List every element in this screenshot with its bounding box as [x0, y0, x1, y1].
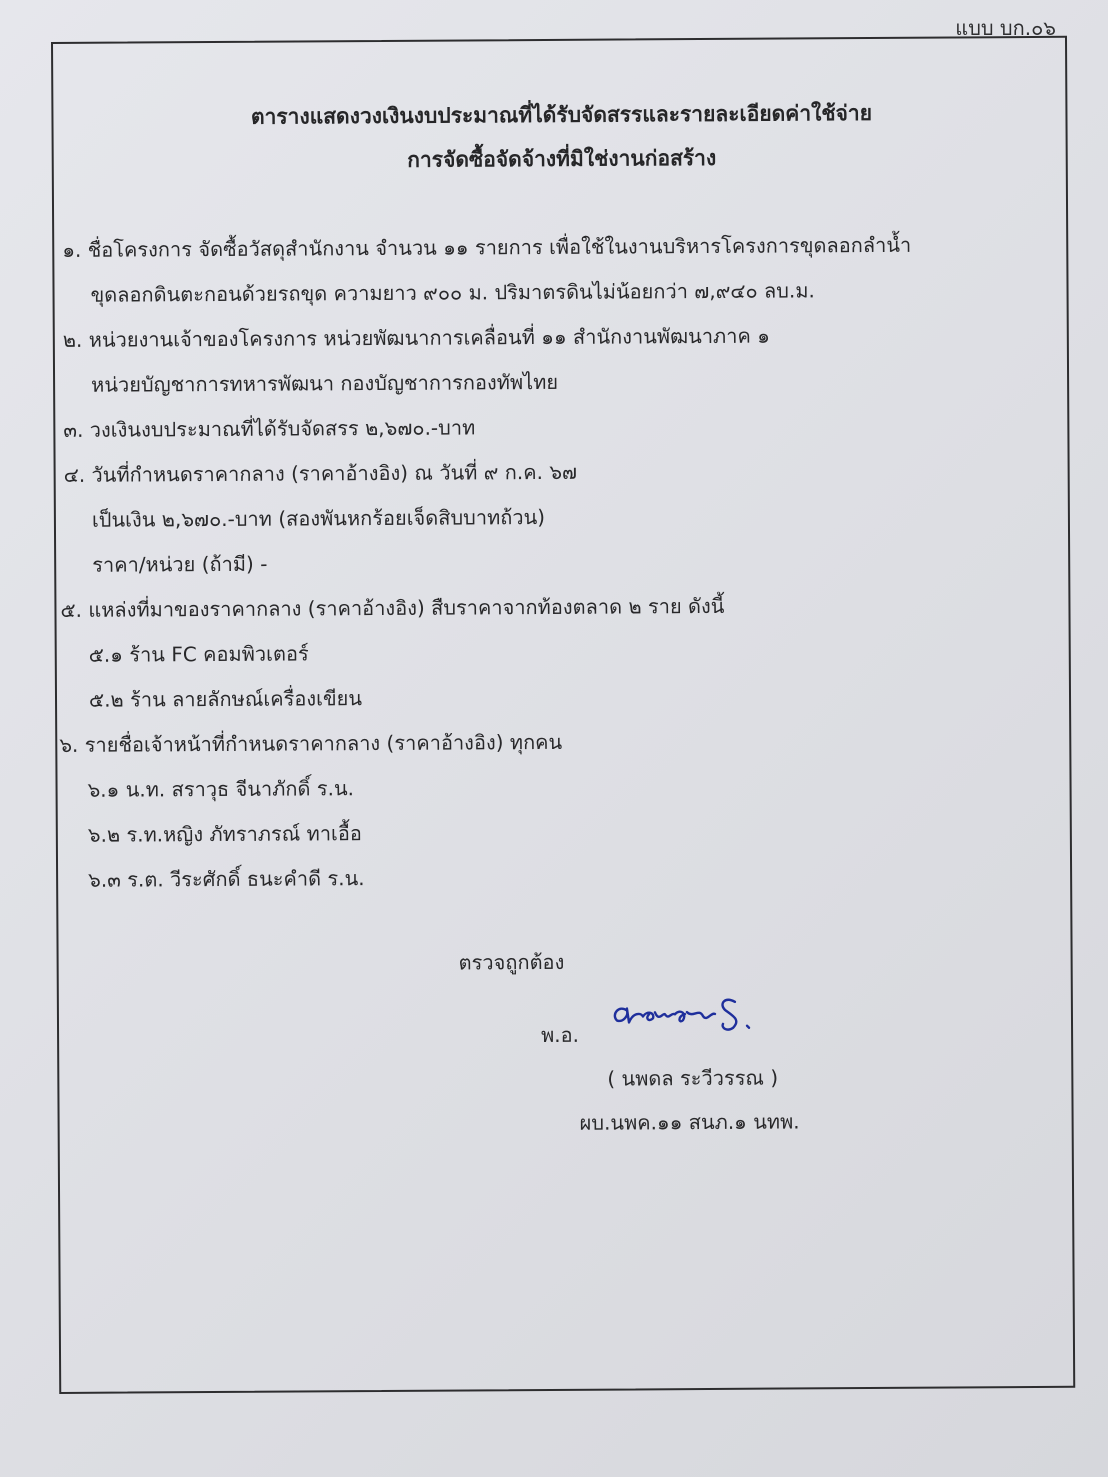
verify-label: ตรวจถูกต้อง	[458, 949, 565, 975]
document-title-line-2: การจัดซื้อจัดจ้างที่มิใช่งานก่อสร้าง	[407, 145, 717, 172]
form-code: แบบ บก.๐๖	[955, 16, 1056, 40]
item-1-project-detail: ขุดลอกดินตะกอนด้วยรถขุด ความยาว ๙๐๐ ม. ปริมาตรดินไม่น้อยกว่า ๗,๙๔๐ ลบ.ม.	[90, 278, 815, 307]
item-3-budget: ๓. วงเงินงบประมาณที่ได้รับจัดสรร ๒,๖๗๐.-บาท	[63, 415, 476, 442]
signer-name: ( นพดล ระวีวรรณ )	[607, 1065, 779, 1091]
signer-rank: พ.อ.	[541, 1022, 580, 1048]
item-4-amount: เป็นเงิน ๒,๖๗๐.-บาท (สองพันหกร้อยเจ็ดสิบบาทถ้วน)	[91, 504, 546, 532]
handwritten-signature	[607, 990, 787, 1041]
item-4-reference-date: ๔. วันที่กำหนดราคากลาง (ราคาอ้างอิง) ณ วันที่ ๙ ก.ค. ๖๗	[63, 459, 578, 487]
item-6-officers: ๖. รายชื่อเจ้าหน้าที่กำหนดราคากลาง (ราคาอ้างอิง) ทุกคน	[59, 729, 563, 757]
document-title-line-1: ตารางแสดงวงเงินงบประมาณที่ได้รับจัดสรรและรายละเอียดค่าใช้จ่าย	[250, 100, 873, 129]
signer-position: ผบ.นพค.๑๑ สนภ.๑ นทพ.	[579, 1109, 800, 1135]
document-frame	[51, 36, 1075, 1394]
item-5-1-shop: ๕.๑ ร้าน FC คอมพิวเตอร์	[88, 641, 309, 667]
item-2-owner-unit: ๒. หน่วยงานเจ้าของโครงการ หน่วยพัฒนาการเคลื่อนที่ ๑๑ สำนักงานพัฒนาภาค ๑	[62, 323, 770, 352]
item-6-1-officer: ๖.๑ น.ท. สราวุธ จีนาภักดิ์ ร.น.	[87, 776, 355, 802]
item-4-unit-price: ราคา/หน่วย (ถ้ามี) -	[92, 551, 268, 577]
item-6-3-officer: ๖.๓ ร.ต. วีระศักดิ์ ธนะคำดี ร.น.	[88, 866, 365, 892]
item-2-owner-command: หน่วยบัญชาการทหารพัฒนา กองบัญชาการกองทัพไทย	[91, 369, 559, 397]
item-6-2-officer: ๖.๒ ร.ท.หญิง ภัทราภรณ์ ทาเอื้อ	[87, 821, 362, 847]
item-5-2-shop: ๕.๒ ร้าน ลายลักษณ์เครื่องเขียน	[88, 686, 363, 712]
item-1-project-name: ๑. ชื่อโครงการ จัดซื้อวัสดุสำนักงาน จำนวน ๑๑ รายการ เพื่อใช้ในงานบริหารโครงการขุดลอกลำน้ำ	[62, 232, 912, 262]
item-5-price-source: ๕. แหล่งที่มาของราคากลาง (ราคาอ้างอิง) สืบราคาจากท้องตลาด ๒ ราย ดังนี้	[60, 593, 725, 622]
